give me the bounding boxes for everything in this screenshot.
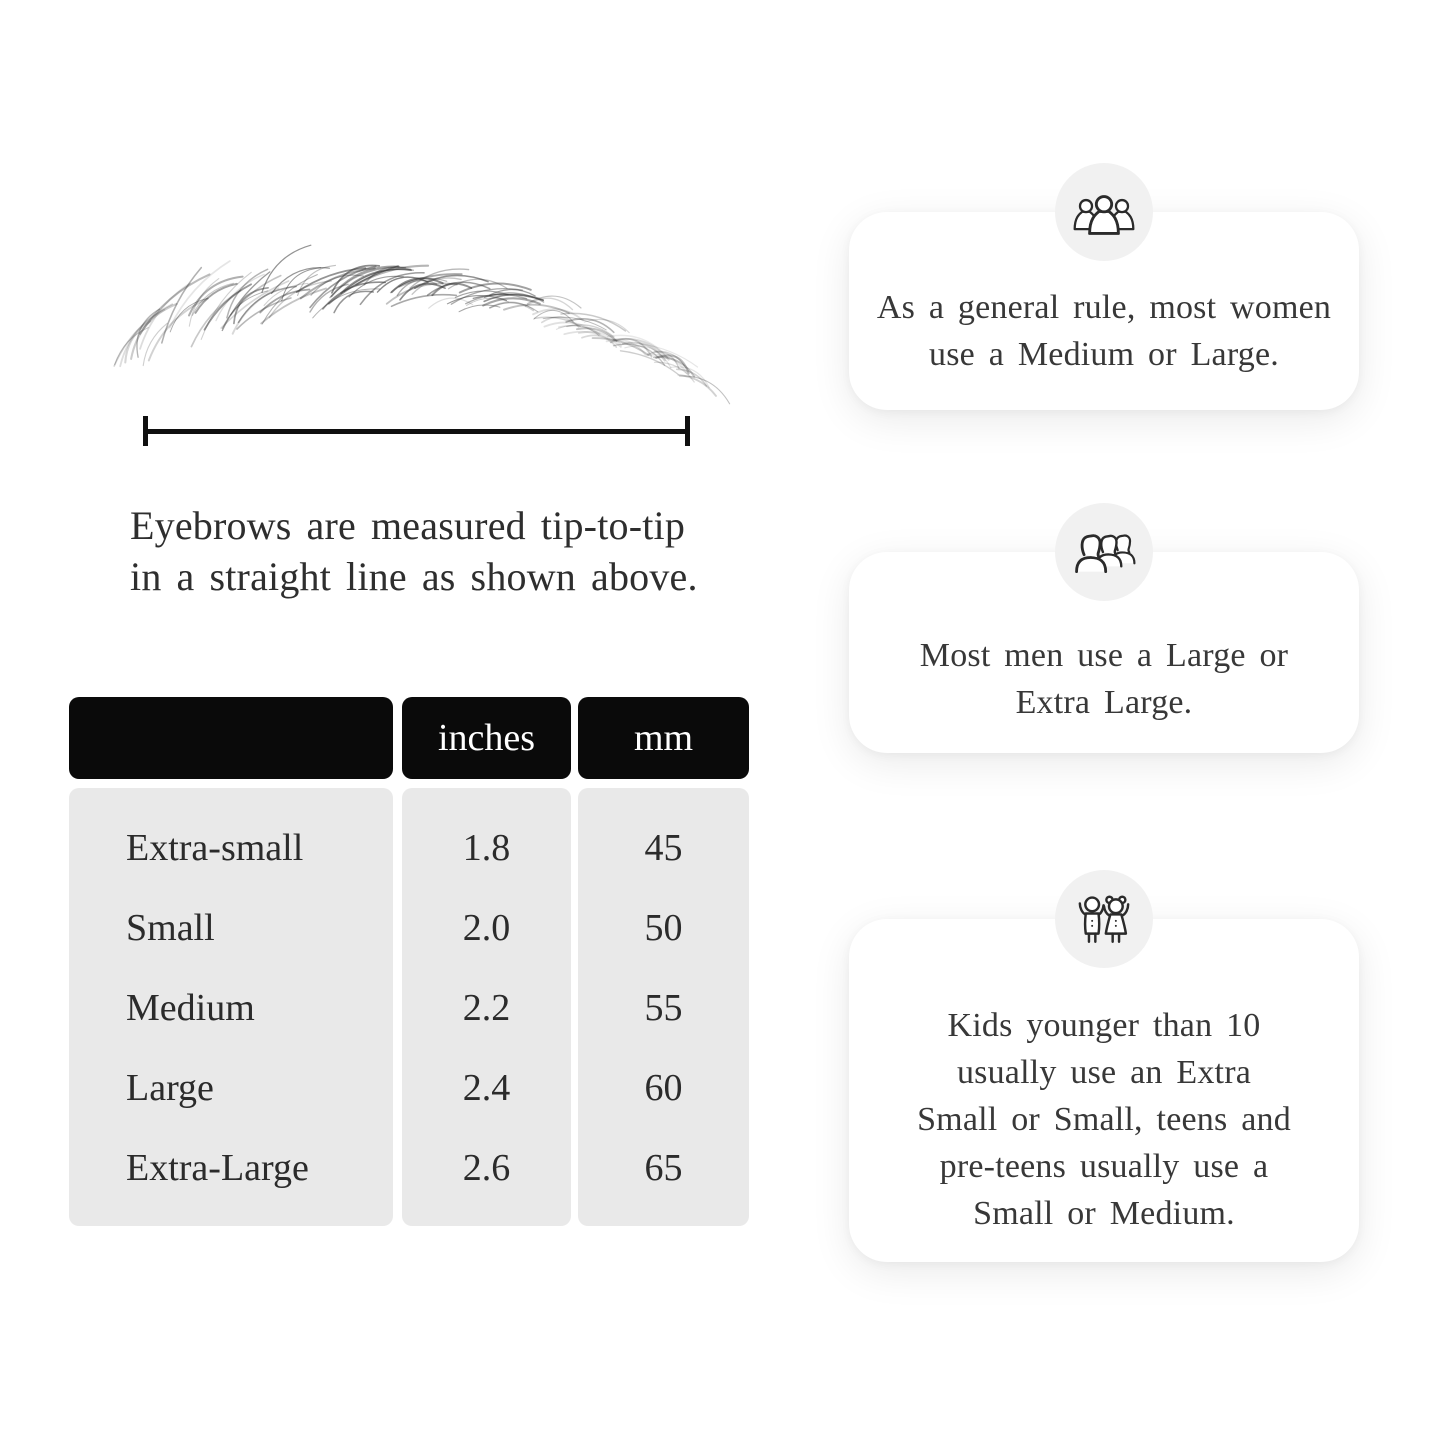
size-label: Medium [126, 987, 255, 1029]
card-text [917, 1002, 1291, 1237]
card-text [920, 632, 1288, 726]
size-label-column [69, 788, 393, 1226]
size-label: Small [126, 907, 215, 949]
inches-value: 1.8 [462, 827, 511, 869]
eyebrow-illustration [105, 240, 700, 400]
info-card-kids [849, 919, 1359, 1262]
table-header-blank [69, 697, 393, 779]
mm-value: 55 [644, 987, 683, 1029]
size-table [69, 697, 765, 1226]
mm-value: 45 [644, 827, 683, 869]
icon-circle [1055, 163, 1153, 261]
inches-value: 2.6 [462, 1147, 511, 1189]
card-text-line: Small or Medium. [973, 1195, 1235, 1232]
table-header-inches: inches [402, 697, 571, 779]
icon-circle [1055, 503, 1153, 601]
info-card-women [849, 212, 1359, 410]
caption-line-1: Eyebrows are measured tip-to-tip [130, 503, 686, 548]
card-text-line: Most men use a Large or [919, 636, 1289, 674]
mm-value: 50 [644, 907, 683, 949]
size-label: Extra-Large [126, 1147, 309, 1189]
measurement-caption [130, 500, 750, 602]
card-text-line: Extra Large. [1015, 683, 1193, 721]
card-text-line: pre-teens usually use a [939, 1148, 1269, 1185]
men-group-icon [1065, 525, 1143, 579]
children-icon [1071, 888, 1137, 950]
inches-value: 2.0 [462, 907, 511, 949]
card-text-line: use a Medium or Large. [929, 336, 1279, 373]
card-text [877, 284, 1331, 378]
measurement-line [145, 429, 688, 434]
mm-value: 65 [644, 1147, 683, 1189]
card-text-line: Small or Small, teens and [917, 1101, 1291, 1138]
inches-value: 2.2 [462, 987, 511, 1029]
size-label: Extra-small [126, 827, 304, 869]
women-group-icon [1068, 187, 1140, 237]
table-header-mm: mm [578, 697, 749, 779]
caption-line-2: in a straight line as shown above. [130, 554, 698, 599]
size-label: Large [126, 1067, 214, 1109]
card-text-line: Kids younger than 10 [947, 1007, 1261, 1044]
icon-circle [1055, 870, 1153, 968]
info-card-men [849, 552, 1359, 753]
mm-column [578, 788, 749, 1226]
measurement-line-right-cap [685, 416, 690, 446]
inches-column [402, 788, 571, 1226]
inches-value: 2.4 [462, 1067, 511, 1109]
card-text-line: As a general rule, most women [876, 289, 1332, 326]
measurement-line-left-cap [143, 416, 148, 446]
mm-value: 60 [644, 1067, 683, 1109]
card-text-line: usually use an Extra [956, 1054, 1252, 1091]
